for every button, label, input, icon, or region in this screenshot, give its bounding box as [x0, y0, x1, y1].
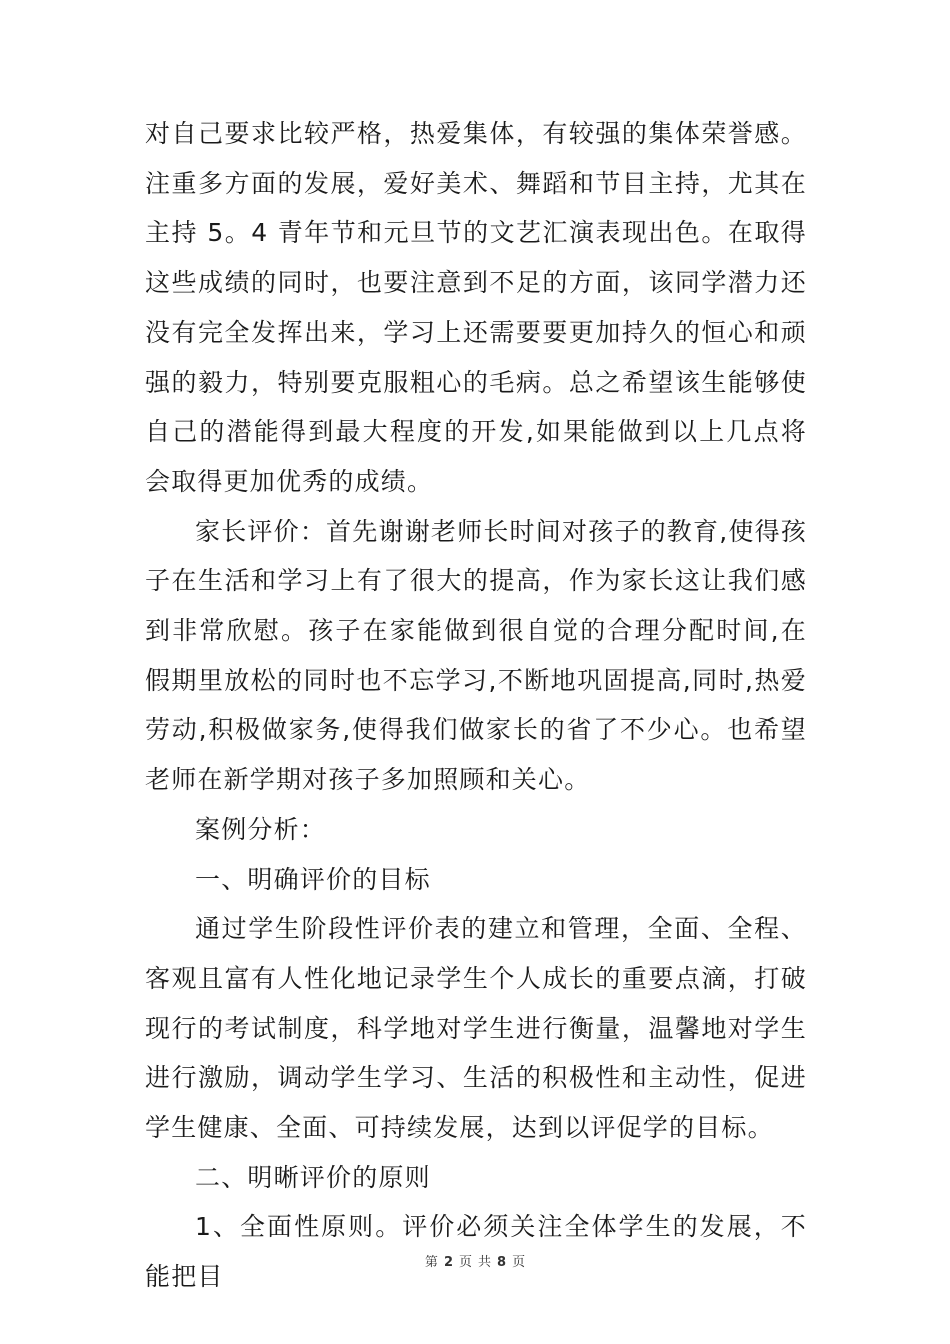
- paragraph-comprehensive-principle: 1、全面性原则。评价必须关注全体学生的发展，不能把目: [145, 1212, 807, 1292]
- heading-section-2: 二、明晰评价的原则: [195, 1162, 431, 1192]
- footer-page-unit: 页: [458, 1255, 472, 1270]
- paragraph-teacher-comment-continued: 对自己要求比较严格，热爱集体，有较强的集体荣誉感。注重多方面的发展，爱好美术、舞蹈和节目主持，尤其在主持 5。4 青年节和元旦节的文艺汇演表现出色。在取得这些成绩的同时，也要注意到不足的方面，该同学潜力还没有完全发挥出来，学习上还需要要更加持久的恒心和顽强的毅力，特别要克服粗心的毛病。总之希望该生能够使自己的潜能得到最大程度的开发,如果能做到以上几点将会取得更加优秀的成绩。: [145, 119, 807, 496]
- heading-case-analysis: 案例分析：: [195, 814, 327, 844]
- footer-suffix: 页: [512, 1255, 526, 1270]
- heading-section-1: 一、明确评价的目标: [195, 864, 431, 894]
- footer-prefix: 第: [424, 1255, 438, 1270]
- paragraph-evaluation-goal: 通过学生阶段性评价表的建立和管理，全面、全程、客观且富有人性化地记录学生个人成长的重要点滴，打破现行的考试制度，科学地对学生进行衡量，温馨地对学生进行激励，调动学生学习、生活的积极性和主动性，促进学生健康、全面、可持续发展，达到以评促学的目标。: [145, 914, 807, 1143]
- document-body: [145, 109, 807, 1302]
- footer-current-page: 2: [443, 1255, 453, 1270]
- paragraph-parent-evaluation: 家长评价：首先谢谢老师长时间对孩子的教育,使得孩子在生活和学习上有了很大的提高，作为家长这让我们感到非常欣慰。孩子在家能做到很自觉的合理分配时间,在假期里放松的同时也不忘学习,不断地巩固提高,同时,热爱劳动,积极做家务,使得我们做家长的省了不少心。也希望老师在新学期对孩子多加照顾和关心。: [145, 516, 807, 795]
- footer-total-word: 共: [478, 1255, 492, 1270]
- footer-total-pages: 8: [497, 1255, 507, 1270]
- page-footer: [0, 1251, 950, 1270]
